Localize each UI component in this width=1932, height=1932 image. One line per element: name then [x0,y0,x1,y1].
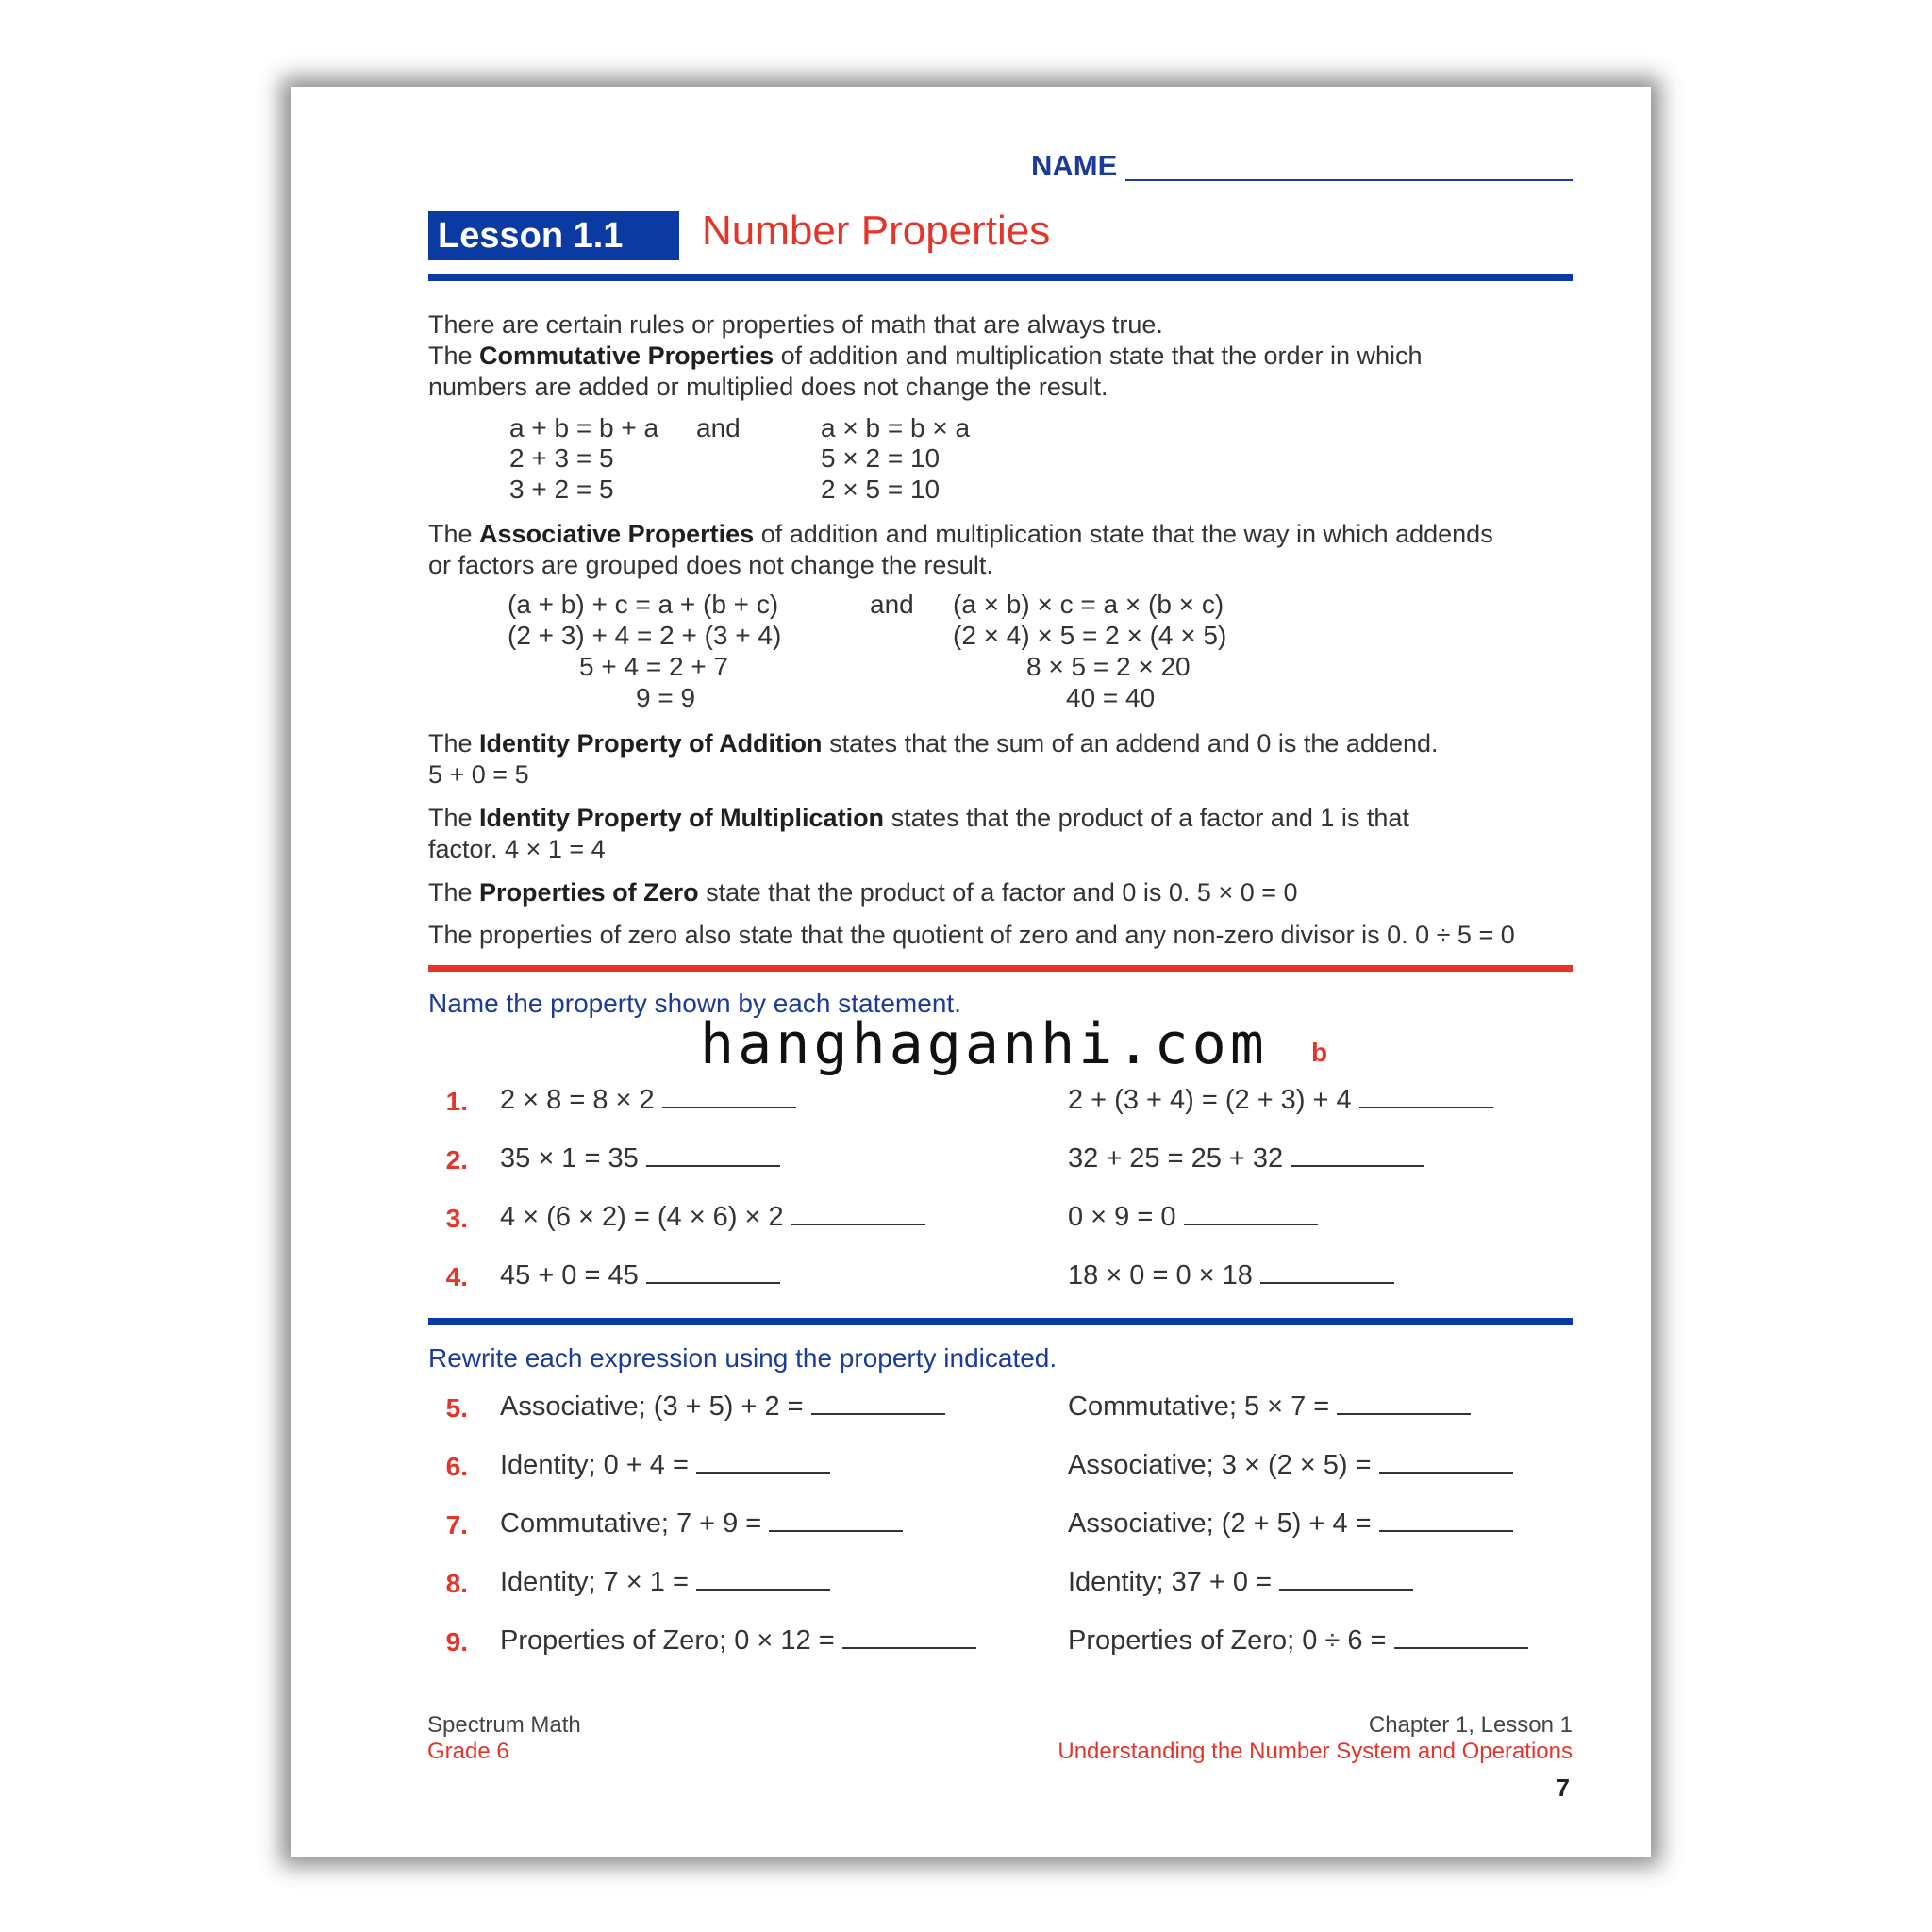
answer-blank[interactable] [662,1106,796,1108]
name-label: NAME [1031,149,1118,182]
identity-multiplication-text: The Identity Property of Multiplication states that the product of a factor and 1 is that [428,804,1409,832]
assoc-mult-ex3: 40 = 40 [1066,683,1156,712]
footer-book-title: Spectrum Math [427,1712,581,1738]
answer-blank[interactable] [1394,1646,1528,1649]
section2-instruction: Rewrite each expression using the property indicated. [428,1343,1058,1373]
problem-4a: 45 + 0 = 45 [500,1260,780,1291]
answer-blank[interactable] [1379,1471,1513,1474]
assoc-add-ex3: 9 = 9 [636,683,696,712]
problem-number: 7. [445,1510,468,1540]
footer-chapter: Chapter 1, Lesson 1 [1368,1712,1573,1738]
problem-4b: 18 × 0 = 0 × 18 [1068,1260,1394,1291]
lesson-badge: Lesson 1.1 [428,211,679,260]
problem-7b: Associative; (2 + 5) + 4 = [1068,1508,1513,1540]
and-label-2: and [870,590,914,619]
watermark-text: hanghaganhi.com [700,1011,1268,1077]
lesson-title: Number Properties [702,208,1051,254]
problem-number: 2. [445,1145,468,1174]
problem-5a: Associative; (3 + 5) + 2 = [500,1391,945,1423]
assoc-add-ex2: 5 + 4 = 2 + 7 [579,652,729,681]
problem-1b: 2 + (3 + 4) = (2 + 3) + 4 [1068,1085,1493,1116]
section-divider-red [428,965,1573,972]
problem-8b: Identity; 37 + 0 = [1068,1567,1413,1598]
answer-blank[interactable] [696,1588,830,1591]
answer-blank[interactable] [791,1223,925,1225]
page-number: 7 [1556,1774,1570,1802]
problem-number: 3. [445,1204,468,1233]
column-b-label: b [1311,1038,1328,1067]
associative-text-line2: or factors are grouped does not change the result. [428,551,993,579]
answer-blank[interactable] [811,1412,945,1415]
problem-6b: Associative; 3 × (2 × 5) = [1068,1450,1513,1481]
answer-blank[interactable] [646,1281,780,1284]
problem-number: 9. [445,1627,468,1657]
problem-number: 4. [445,1262,468,1291]
worksheet-page [291,87,1651,1857]
comm-add-ex2: 3 + 2 = 5 [509,475,614,504]
answer-blank[interactable] [696,1471,830,1474]
section1-instruction: Name the property shown by each statement. [428,989,961,1018]
problem-6a: Identity; 0 + 4 = [500,1450,830,1481]
problem-7a: Commutative; 7 + 9 = [500,1508,903,1540]
problem-8a: Identity; 7 × 1 = [500,1567,830,1598]
answer-blank[interactable] [1379,1529,1513,1532]
answer-blank[interactable] [1184,1223,1318,1225]
comm-mult-ex1: 5 × 2 = 10 [821,443,941,473]
assoc-add-formula: (a + b) + c = a + (b + c) [508,590,779,619]
zero-quotient-text: The properties of zero also state that the quotient of zero and any non-zero divisor is 0. 0 ÷ 5 = 0 [428,921,1515,949]
answer-blank[interactable] [1279,1588,1413,1591]
comm-mult-ex2: 2 × 5 = 10 [821,475,941,504]
answer-blank[interactable] [842,1646,976,1649]
comm-add-ex1: 2 + 3 = 5 [509,443,614,473]
comm-add-formula: a + b = b + a [509,413,659,442]
name-blank-line [1125,179,1573,181]
commutative-text-line2: numbers are added or multiplied does not change the result. [428,373,1108,401]
answer-blank[interactable] [1359,1106,1493,1108]
section-divider-blue [428,1318,1573,1325]
problem-2b: 32 + 25 = 25 + 32 [1068,1143,1424,1174]
assoc-add-ex1: (2 + 3) + 4 = 2 + (3 + 4) [508,621,782,650]
header-divider [428,274,1573,281]
problem-3a: 4 × (6 × 2) = (4 × 6) × 2 [500,1202,925,1233]
problem-number: 5. [445,1393,468,1423]
problem-2a: 35 × 1 = 35 [500,1143,780,1174]
problem-3b: 0 × 9 = 0 [1068,1202,1318,1233]
problem-1a: 2 × 8 = 8 × 2 [500,1085,796,1116]
problem-9a: Properties of Zero; 0 × 12 = [500,1625,976,1657]
assoc-mult-ex1: (2 × 4) × 5 = 2 × (4 × 5) [953,621,1227,650]
associative-text: The Associative Properties of addition and multiplication state that the way in which addends [428,520,1493,548]
problem-number: 1. [445,1087,468,1116]
footer-grade: Grade 6 [427,1739,509,1764]
comm-mult-formula: a × b = b × a [821,413,971,442]
problem-number: 8. [445,1569,468,1598]
answer-blank[interactable] [1337,1412,1471,1415]
identity-addition-example: 5 + 0 = 5 [428,760,529,789]
and-label: and [696,413,741,442]
answer-blank[interactable] [769,1529,903,1532]
assoc-mult-ex2: 8 × 5 = 2 × 20 [1026,652,1191,681]
intro-text: There are certain rules or properties of math that are always true. [428,310,1163,339]
answer-blank[interactable] [1260,1281,1394,1284]
commutative-text: The Commutative Properties of addition and multiplication state that the order in which [428,341,1423,370]
footer-unit: Understanding the Number System and Operations [1058,1739,1573,1764]
answer-blank[interactable] [1291,1164,1424,1167]
properties-of-zero-text: The Properties of Zero state that the product of a factor and 0 is 0. 5 × 0 = 0 [428,878,1298,907]
answer-blank[interactable] [646,1164,780,1167]
problem-5b: Commutative; 5 × 7 = [1068,1391,1471,1423]
identity-addition-text: The Identity Property of Addition states that the sum of an addend and 0 is the addend. [428,729,1439,758]
identity-multiplication-line2: factor. 4 × 1 = 4 [428,835,606,863]
problem-9b: Properties of Zero; 0 ÷ 6 = [1068,1625,1528,1657]
problem-number: 6. [445,1452,468,1481]
assoc-mult-formula: (a × b) × c = a × (b × c) [953,590,1224,619]
